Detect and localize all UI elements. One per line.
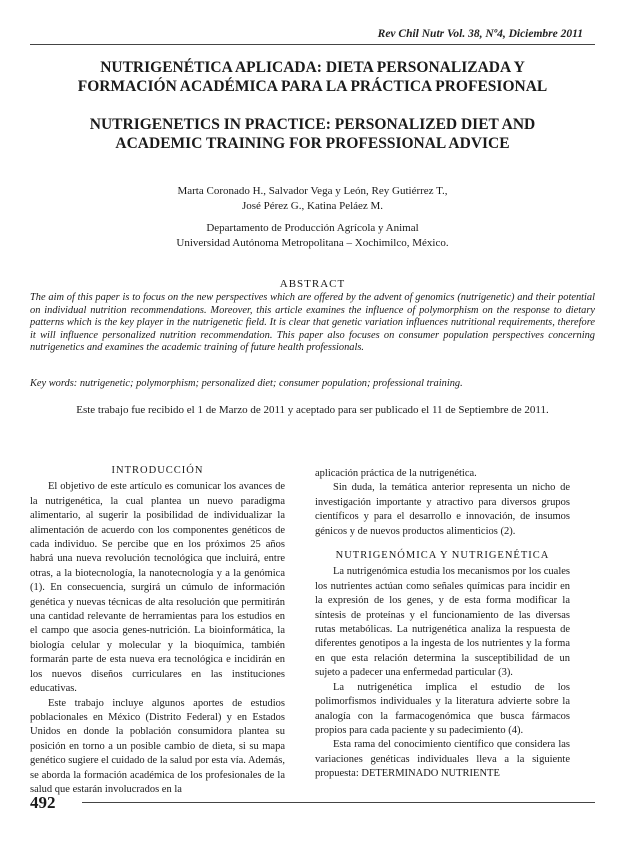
- header-rule: [30, 44, 595, 45]
- english-title-line-1: NUTRIGENETICS IN PRACTICE: PERSONALIZED DIET AND: [89, 116, 536, 133]
- running-head: Rev Chil Nutr Vol. 38, Nº4, Diciembre 2011: [377, 28, 583, 40]
- spanish-title: [30, 58, 595, 96]
- received-note: Este trabajo fue recibido el 1 de Marzo de 2011 y aceptado para ser publicado el 11 de Septiembre de 2011.: [76, 404, 549, 416]
- page-number: 492: [30, 793, 56, 812]
- spanish-title-line-1: NUTRIGENÉTICA APLICADA: DIETA PERSONALIZADA Y: [100, 59, 525, 76]
- affiliation-line-2: Universidad Autónoma Metropolitana – Xochimilco, México.: [176, 237, 449, 249]
- paragraph: La nutrigenómica estudia los mecanismos por los cuales los nutrientes actúan como señales químicas para incidir en la expresión de los genes, y de esta forma modificar la síntesis de proteínas y el funcionamiento de las diversas rutas metabólicas. La nutrigenética analiza la respuesta de diferentes genotipos a la ingesta de los nutrientes y la forma en que esta relación determina la susceptibilidad de un sujeto a padecer una enfermedad particular (3).: [315, 566, 570, 679]
- paragraph: El objetivo de este artículo es comunicar los avances de la nutrigenética, la cual plantea un nuevo paradigma alimentario, al sugerir la posibilidad de individualizar la alimentación de acuerdo con los componentes genéticos de cada individuo. Se percibe que en los próximos 25 años habrá una nueva revolución tecnológica que incluirá, entre otras, a la biotecnología, la nanotecnología y a la genómica (1). En consecuencia, surgirá un cúmulo de información genética y nuevas técnicas de alta resolución que permitirán una cantidad relevante de herramientas para los estudios en el campo que asocia genes-nutrición. La bioinformática, la biología celular y molecular y la bioquímica, también formarán parte de esta nueva era tecnológica e incidirán en los nuevos diseños curriculares en las instituciones educativas.: [30, 481, 285, 695]
- paragraph: Este trabajo incluye algunos aportes de estudios poblacionales en México (Distrito Federal) y en Estados Unidos en donde la población consumidora plantea su posición en torno a un posible cambio de dieta, si su mapa genético sugiere el cuidado de la salud por esta vía. Además, se aborda la formación académica de los profesionales de la salud que estarán involucrados en la: [30, 697, 285, 795]
- right-column: [315, 467, 570, 782]
- footer-rule: [82, 802, 595, 803]
- section-heading-nutrigenomica: NUTRIGENÓMICA Y NUTRIGENÉTICA: [335, 550, 550, 562]
- left-column: [30, 464, 285, 797]
- abstract-heading: ABSTRACT: [279, 278, 346, 290]
- authors-line-2: José Pérez G., Katina Peláez M.: [241, 200, 384, 212]
- paragraph-continued: aplicación práctica de la nutrigenética.: [315, 468, 477, 479]
- english-title-line-2: ACADEMIC TRAINING FOR PROFESSIONAL ADVICE: [115, 135, 510, 152]
- paragraph: Esta rama del conocimiento científico que considera las variaciones genéticas individuales lleva a la siguiente propuesta: DETERMINADO NUTRIENTE: [315, 739, 570, 780]
- affiliation: [30, 221, 595, 251]
- keywords: Key words: nutrigenetic; polymorphism; personalized diet; consumer population; professional training.: [30, 378, 463, 389]
- paragraph: Sin duda, la temática anterior representa un nicho de investigación importante y atractivo para diversos grupos científicos y para el desarrollo e innovación, de insumos génicos y de nuevos productos alimenticios (2).: [315, 482, 570, 537]
- english-title: [30, 115, 595, 153]
- affiliation-line-1: Departamento de Producción Agrícola y Animal: [206, 222, 419, 234]
- abstract-text: The aim of this paper is to focus on the new perspectives which are offered by the advent of genomics (nutrigenetic) and their potential on individual nutrition recommendations. Moreover, this article examines the influence of polymorphism on the response to dietary patterns which is the key player in the nutrigenetic field. It is clear that genetic variation influences nutritional requirements, therefore it will influence personalized nutrition recommendation. This paper also focuses on consumer population perspectives concerning nutrigenetics and examines the academic training of future health professionals.: [30, 292, 595, 353]
- authors: [30, 184, 595, 214]
- section-heading-introduccion: INTRODUCCIÓN: [111, 465, 204, 476]
- spanish-title-line-2: FORMACIÓN ACADÉMICA PARA LA PRÁCTICA PROFESIONAL: [77, 78, 548, 95]
- paragraph: La nutrigenética implica el estudio de los polimorfismos individuales y la literatura advierte sobre la analogía con la farmacogenómica que busca fármacos propios para cada paciente y su padecimiento (4).: [315, 681, 570, 736]
- authors-line-1: Marta Coronado H., Salvador Vega y León, Rey Gutiérrez T.,: [177, 185, 448, 197]
